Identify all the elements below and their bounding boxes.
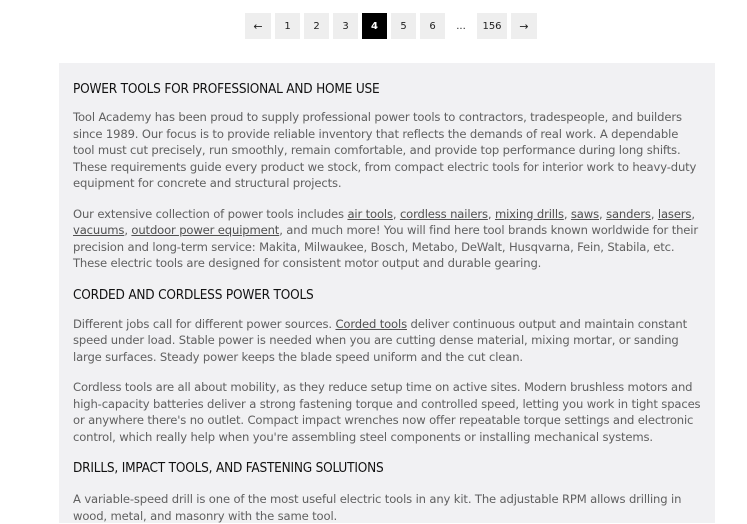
page-1-button[interactable]: 1: [275, 13, 300, 39]
link-outdoor-power-equipment[interactable]: outdoor power equipment: [131, 223, 280, 237]
corded-lead-text: Different jobs call for different power sources.: [73, 316, 336, 331]
separator: ,: [124, 223, 132, 237]
link-sanders[interactable]: sanders: [606, 206, 651, 221]
link-mixing-drills[interactable]: mixing drills: [494, 206, 564, 221]
prev-page-button[interactable]: ←: [245, 13, 271, 39]
page-2-button[interactable]: 2: [304, 13, 329, 39]
corded-tail-text: deliver continuous output and maintain constant speed under load. Stable power is needed when you are cutting dense material, mixing mortar, or sanding large surfaces. Steady power keeps the blade speed uniform and the cut clean.: [73, 316, 687, 364]
content-panel: [59, 63, 715, 523]
separator: ,: [487, 206, 495, 221]
collection-tail-text: , and much more! You will find here tool brands known worldwide for their precision and long-term service: Makita, Milwaukee, Bosch, Metabo, DeWalt, Husqvarna, Fein, Stabila, etc. These electric tools are designed for consistent motor output and durable gearing.: [73, 223, 698, 270]
link-lasers[interactable]: lasers: [657, 206, 692, 221]
cordless-paragraph: Cordless tools are all about mobility, as they reduce setup time on active sites. Modern brushless motors and high-capacity batteries deliver a strong fastening torque and controlled speed, letting you work in tight spaces or anywhere there's no outlet. Compact impact wrenches now offer repeatable torque settings and electronic control, which really help when you're assembling steel components or installing mechanical systems.: [73, 380, 701, 444]
link-air-tools[interactable]: air tools: [347, 206, 393, 221]
page-4-button-current[interactable]: 4: [362, 13, 387, 39]
separator: ,: [599, 206, 607, 221]
page-3-button[interactable]: 3: [333, 13, 358, 39]
intro-paragraph: Tool Academy has been proud to supply professional power tools to contractors, tradespeople, and builders since 1989. Our focus is to provide reliable inventory that reflects the demands of real work. A dependable tool must cut precisely, run smoothly, remain comfortable, and provide top performance during long shifts. These requirements guide every product we stock, from compact electric tools for interior work to heavy-duty equipment for concrete and structural projects.: [73, 110, 697, 190]
separator: ,: [563, 206, 571, 221]
separator: ,: [392, 206, 400, 221]
page-5-button[interactable]: 5: [391, 13, 416, 39]
link-saws[interactable]: saws: [570, 206, 599, 221]
page-6-button[interactable]: 6: [420, 13, 445, 39]
section-heading-drills: DRILLS, IMPACT TOOLS, AND FASTENING SOLUTIONS: [73, 460, 384, 476]
section-heading-corded-cordless: CORDED AND CORDLESS POWER TOOLS: [73, 286, 314, 303]
next-page-button[interactable]: →: [511, 13, 537, 39]
collection-lead-text: Our extensive collection of power tools includes: [73, 206, 348, 221]
link-cordless-nailers[interactable]: cordless nailers: [399, 206, 488, 221]
page-156-button[interactable]: 156: [477, 13, 507, 39]
separator: ,: [650, 206, 658, 221]
corded-paragraph: [73, 316, 702, 366]
pagination-ellipsis: ...: [456, 20, 466, 32]
link-vacuums[interactable]: vacuums: [73, 223, 125, 237]
pagination: [245, 13, 537, 39]
collection-paragraph: [73, 206, 702, 272]
section-heading-power-tools: POWER TOOLS FOR PROFESSIONAL AND HOME USE: [73, 81, 380, 97]
link-corded-tools[interactable]: Corded tools: [335, 316, 407, 331]
drills-paragraph: A variable-speed drill is one of the most useful electric tools in any kit. The adjustable RPM allows drilling in wood, metal, and masonry with the same tool.: [73, 492, 682, 523]
separator: ,: [691, 206, 695, 221]
